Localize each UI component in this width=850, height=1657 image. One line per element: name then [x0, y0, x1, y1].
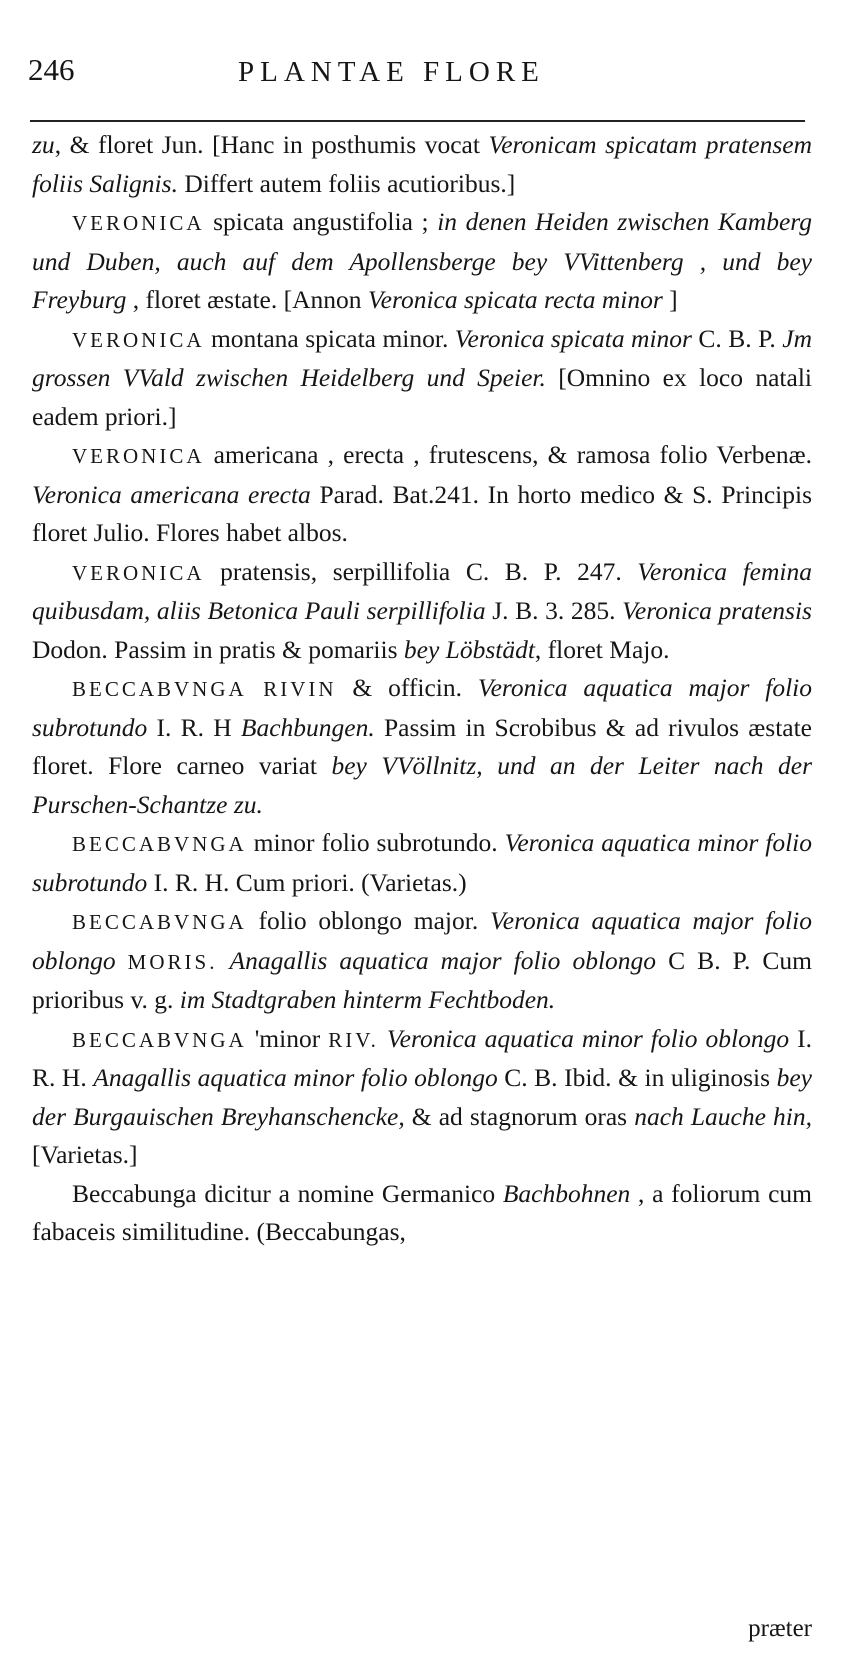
plant-name: BECCABVNGA RIVIN: [72, 677, 337, 701]
text-run: C. B. Ibid. & in uliginosis: [497, 1063, 777, 1092]
entry-paragraph: [32, 126, 812, 203]
text-run: 'minor: [246, 1023, 329, 1053]
italic-text: im Stadtgraben hinterm Fechtboden.: [179, 985, 556, 1014]
italic-text: Veronica aquatica major folio oblongo: [32, 906, 812, 975]
entry-paragraph: [32, 902, 812, 1020]
italic-text: zu: [32, 130, 55, 159]
text-run: J. B. 3. 285.: [485, 596, 623, 625]
text-run: & ad stagnorum oras: [404, 1101, 635, 1131]
plant-name: VERONICA: [72, 327, 205, 352]
text-run: Passim in Scrobibus & ad rivulos æstate floret. Flore carneo variat: [32, 712, 813, 780]
italic-text: Bachbohnen: [502, 1178, 631, 1208]
text-run: Parad. Bat.241. In horto medico & S. Principis floret Julio. Flores habet albos.: [32, 479, 812, 547]
plant-name: VERONICA: [72, 560, 205, 585]
text-run: minor folio subrotundo.: [246, 828, 505, 857]
body-text: [32, 126, 812, 1252]
text-run: americana , erecta , frutescens, & ramosa folio Verbenæ.: [204, 440, 812, 469]
text-run: pratensis, serpillifolia C. B. P. 247.: [204, 556, 638, 586]
running-head: PLANTAE FLORE: [238, 56, 545, 88]
plant-name: VERONICA: [72, 444, 205, 468]
italic-text: Anagallis aquatica minor folio oblongo: [93, 1063, 498, 1092]
entry-paragraph: [32, 203, 812, 320]
text-run: I. R. H.: [32, 1023, 812, 1092]
italic-text: in denen Heiden zwischen Kamberg und Duben, auch auf dem Apollensberge bey VVittenberg , und bey Freyburg: [32, 207, 812, 314]
text-run: , & floret Jun. [Hanc in posthumis vocat: [54, 130, 489, 159]
header-rule: [30, 120, 805, 122]
page-number: 246: [28, 52, 75, 87]
italic-text: Veronica americana erecta: [32, 479, 311, 509]
italic-text: Veronica spicata recta minor: [367, 285, 663, 314]
italic-text: Veronicam spicatam pratensem foliis Salignis.: [32, 130, 812, 198]
text-run: ]: [662, 285, 678, 314]
entry-paragraph: [32, 436, 812, 553]
page-header: [28, 52, 808, 96]
text-run: [116, 946, 128, 975]
entry-paragraph: [32, 824, 812, 902]
text-run: [379, 1024, 387, 1053]
entry-paragraph: [32, 553, 812, 670]
italic-text: Veronica pratensis: [622, 596, 812, 625]
italic-text: Veronica aquatica minor folio subrotundo: [32, 828, 812, 897]
text-run: , floret Majo.: [534, 634, 670, 664]
text-run: Dodon. Passim in pratis & pomariis: [32, 634, 404, 664]
text-run: Beccabunga dicitur a nomine Germanico: [72, 1178, 503, 1208]
text-run: folio oblongo major.: [246, 906, 491, 935]
text-run: & officin.: [336, 673, 478, 702]
text-run: Differt autem foliis acutioribus.]: [177, 168, 516, 198]
text-run: I. R. H. Cum priori. (Varietas.): [147, 867, 467, 897]
text-run: [Varietas.]: [32, 1140, 138, 1169]
italic-text: bey VVöllnitz, und an der Leiter nach der Purschen-Schantze zu.: [32, 751, 812, 819]
italic-text: Veronica aquatica minor folio oblongo: [386, 1023, 790, 1053]
text-run: [Omnino ex loco natali eadem priori.]: [32, 363, 812, 431]
catchword: præter: [748, 1615, 812, 1642]
text-run: spicata angustifolia ;: [204, 207, 438, 236]
plant-name: VERONICA: [72, 211, 205, 235]
plant-name: MORIS.: [127, 949, 218, 974]
italic-text: Anagallis aquatica major folio oblongo: [229, 945, 657, 975]
plant-name: BECCABVNGA: [72, 832, 247, 856]
text-run: I. R. H: [147, 712, 241, 742]
entry-paragraph: [32, 1175, 812, 1252]
plant-name: BECCABVNGA: [72, 910, 247, 934]
text-run: , floret æstate. [Annon: [126, 285, 368, 314]
text-run: [217, 946, 229, 975]
italic-text: nach Lauche hin,: [634, 1101, 812, 1131]
italic-text: Veronica aquatica major folio subrotundo: [32, 673, 812, 742]
text-run: montana spicata minor.: [204, 323, 455, 353]
italic-text: Veronica spicata minor: [454, 323, 692, 353]
italic-text: bey der Burgauischen Breyhanschencke,: [32, 1063, 812, 1131]
text-run: C. B. P.: [691, 323, 783, 353]
italic-text: Jm grossen VVald zwischen Heidelberg und Speier.: [32, 323, 812, 392]
italic-text: Bachbungen.: [240, 712, 375, 742]
text-run: , a foliorum cum fabaceis similitudine. (Beccabungas,: [32, 1178, 812, 1246]
italic-text: bey Löbstädt: [403, 634, 535, 664]
italic-text: Veronica femina quibusdam, aliis Betonica Pauli serpillifolia: [32, 556, 812, 625]
plant-name: RIV.: [328, 1027, 379, 1052]
entry-paragraph: [32, 320, 812, 437]
plant-name: BECCABVNGA: [72, 1027, 247, 1052]
entry-paragraph: [32, 669, 812, 824]
entry-paragraph: [32, 1020, 812, 1175]
text-run: C B. P. Cum prioribus v. g.: [32, 945, 813, 1014]
